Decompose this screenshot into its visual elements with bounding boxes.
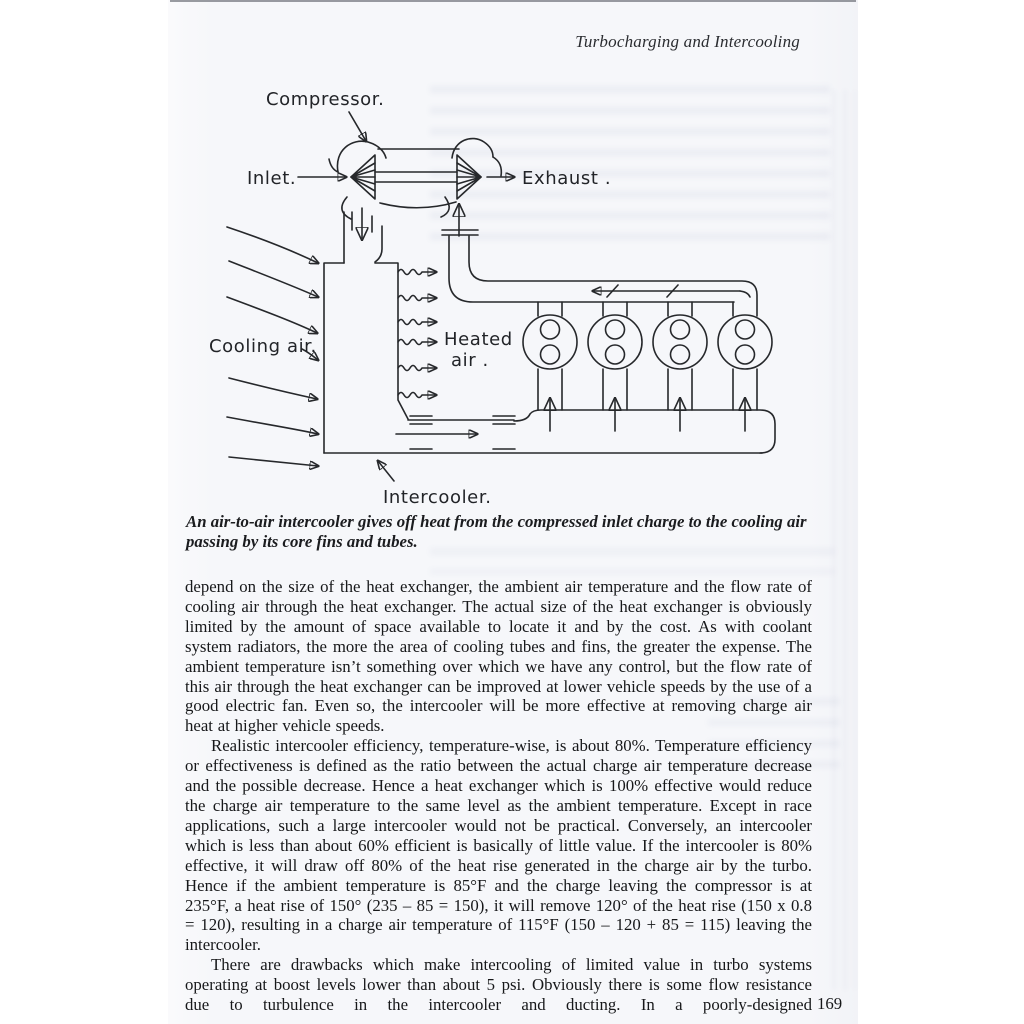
turbine-flange bbox=[442, 230, 478, 235]
paragraph: There are drawbacks which make intercooling of limited value in turbo systems operating at boost levels lower than about 5 psi. Obviously there is some flow resistance due to turbulence in the intercooler and ducting. In a poorly-designed bbox=[185, 955, 812, 1015]
heated-air-wavy-arrows bbox=[398, 270, 436, 398]
charge-air-down-duct bbox=[342, 197, 382, 263]
scan-top-edge bbox=[170, 0, 856, 2]
figure-caption: An air-to-air intercooler gives off heat from the compressed inlet charge to the cooling air passing by its core fins and tubes. bbox=[186, 512, 807, 552]
turbocharger-drawing bbox=[247, 89, 611, 263]
inlet-label: Inlet. bbox=[247, 168, 297, 189]
duct-flange-marks bbox=[410, 416, 515, 449]
intake-flow-arrows bbox=[550, 400, 745, 431]
turbine-wheel bbox=[457, 155, 481, 199]
heated-air-label-2: air . bbox=[451, 350, 489, 371]
exhaust-label: Exhaust . bbox=[522, 168, 612, 189]
scanned-page bbox=[168, 0, 858, 1024]
engine-cylinders bbox=[523, 302, 772, 431]
compressor-label: Compressor. bbox=[266, 89, 385, 110]
intercooler-label: Intercooler. bbox=[383, 487, 492, 508]
cylinder bbox=[653, 302, 707, 410]
turbo-intercooler-diagram bbox=[168, 60, 858, 510]
body-text bbox=[185, 577, 812, 1015]
exhaust-up-duct bbox=[441, 197, 478, 236]
paragraph: Realistic intercooler efficiency, temperature-wise, is about 80%. Temperature efficiency or effectiveness is defined as the ratio between the actual charge air temperature decrease and the possible decrease. Hence a heat exchanger which is 100% effective would reduce the charge air temperature to the same level as the ambient temperature. Except in race applications, such a large intercooler would not be practical. Conversely, an intercooler which is less than about 60% efficient is basically of little value. If the intercooler is 80% effective, it will draw off 80% of the heat rise generated in the charge air by the turbo. Hence if the ambient temperature is 85°F and the charge leaving the compressor is at 235°F, a heat rise of 150° (235 – 85 = 150), it will remove 120° of the heat rise (150 x 0.8 = 120), resulting in a charge air temperature of 115°F (150 – 120 + 85 = 115) leaving the intercooler. bbox=[185, 736, 812, 955]
cooling-air-label: Cooling air. bbox=[209, 336, 317, 357]
intercooler-box bbox=[324, 263, 408, 453]
cylinder bbox=[718, 302, 772, 410]
compressor-wheel bbox=[351, 155, 375, 199]
cylinder bbox=[523, 302, 577, 410]
charge-air-duct bbox=[324, 416, 762, 453]
running-head: Turbocharging and Intercooling bbox=[575, 32, 800, 51]
paragraph: depend on the size of the heat exchanger, the ambient air temperature and the flow rate of cooling air through the heat exchanger. The actual size of the heat exchanger is obviously limited by the amount of space available to locate it and by the cost. As with coolant system radiators, the more the area of cooling tubes and fins, the greater the expense. The ambient temperature isn’t something over which we have any control, but the flow rate of this air through the heat exchanger can be improved at lower vehicle speeds by the use of a good electric fan. Even so, the intercooler will be more effective at removing charge air heat at higher vehicle speeds. bbox=[185, 577, 812, 736]
intake-plenum bbox=[514, 410, 775, 453]
page-number: 169 bbox=[817, 994, 843, 1013]
turbine-scroll-tail bbox=[493, 157, 501, 176]
cylinder bbox=[588, 302, 642, 410]
intercooler-leader-arrow bbox=[378, 461, 394, 481]
heated-air-label: Heated bbox=[444, 329, 513, 350]
compressor-leader-arrow bbox=[349, 112, 366, 141]
